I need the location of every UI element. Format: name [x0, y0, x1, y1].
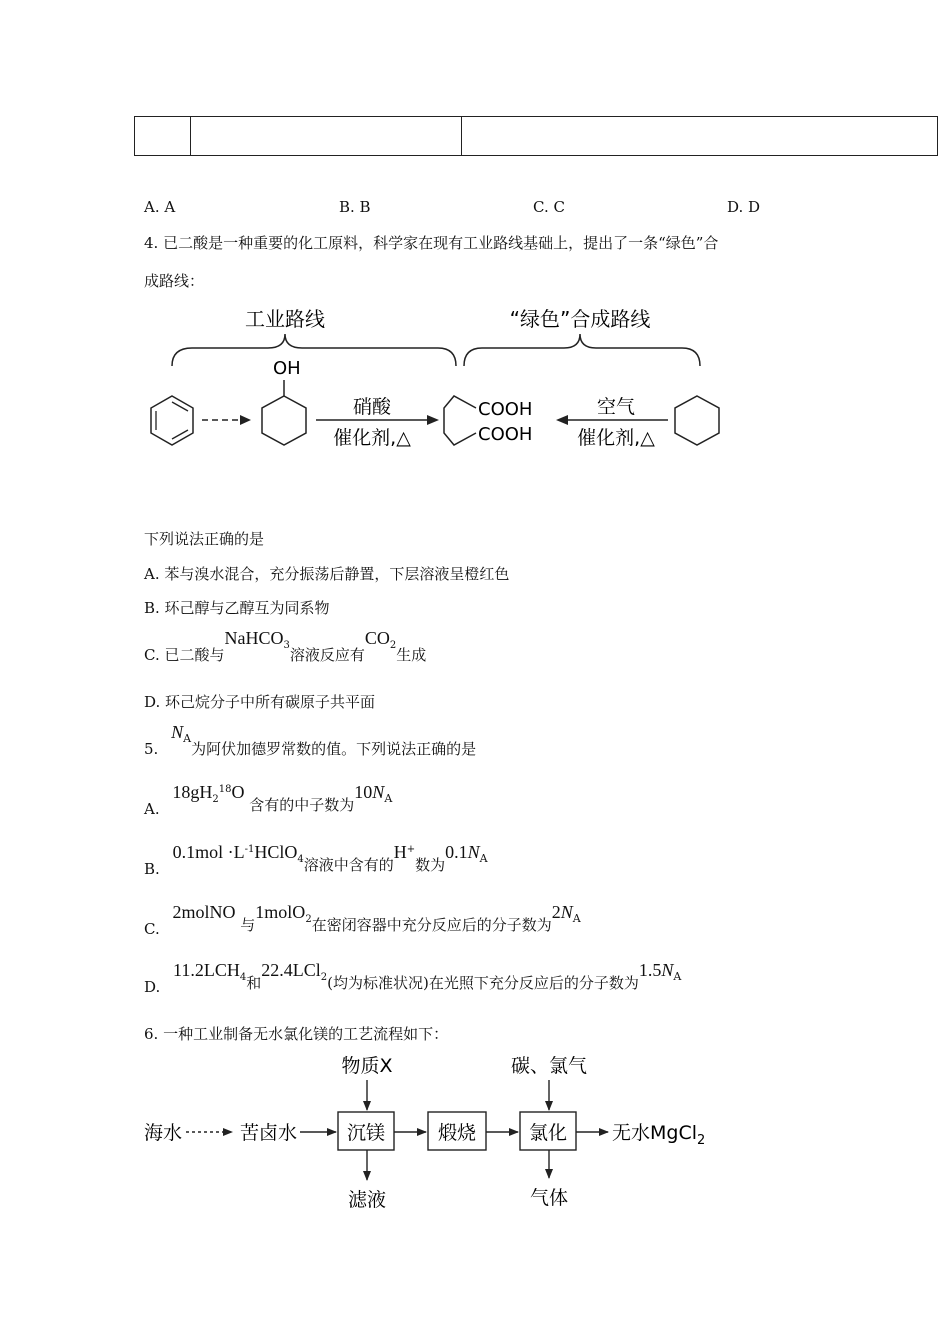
chlorination-label: 氯化	[528, 1122, 568, 1144]
q5-option-c: C. 2molNO 与1molO$_2$在密闭容器中充分反应后的分子数为$2N_A$	[144, 902, 581, 938]
q4-stem-line2: 成路线：	[144, 272, 205, 290]
q5-option-a: A. $18gH_2^{18}O$ 含有的中子数为$10N_A$	[144, 782, 393, 818]
table-cell	[462, 117, 938, 156]
gas-label: 气体	[529, 1187, 569, 1209]
q4-stem-line1: 4. 已二酸是一种重要的化工原料，科学家在现有工业路线基础上，提出了一条“绿色”合	[144, 234, 719, 252]
arrow-head	[427, 415, 439, 425]
benzene-structure	[151, 396, 193, 445]
bittern-label: 苦卤水	[240, 1122, 298, 1144]
q4-option-a: A. 苯与溴水混合，充分振荡后静置，下层溶液呈橙红色	[144, 565, 510, 583]
q3-option-a: A. A	[144, 198, 176, 216]
q6-stem: 6. 一种工业制备无水氯化镁的工艺流程如下：	[144, 1025, 449, 1043]
green-brace	[464, 334, 700, 366]
q3-option-b: B. B	[339, 198, 371, 216]
cooh-group-bottom: COOH	[478, 424, 533, 445]
cyclohexane-structure	[675, 396, 719, 445]
catalyst-heat-label-1: 催化剂,△	[333, 427, 411, 449]
calcination-label: 煅烧	[437, 1122, 477, 1144]
industrial-route-label: 工业路线	[245, 307, 325, 331]
green-route-label: “绿色”合成路线	[509, 307, 651, 331]
anhydrous-mgcl2-label: 无水MgCl$_2$	[612, 1122, 706, 1148]
cyclohexanol-structure	[262, 380, 306, 445]
arrow-head	[240, 415, 251, 425]
q4-question: 下列说法正确的是	[144, 530, 265, 548]
q4-option-c: C. 已二酸与NaHCO$_3$溶液反应有$CO_2$生成	[144, 628, 427, 664]
industrial-brace	[172, 334, 456, 366]
reagent-nitric-acid: 硝酸	[352, 396, 392, 418]
q4-option-d: D. 环己烷分子中所有碳原子共平面	[144, 693, 376, 711]
oh-group-label: OH	[273, 358, 301, 379]
q5-option-b: B. $0.1mol \cdot L^{-1}HClO_4$溶液中含有的H+数为$0.1N_A$	[144, 842, 488, 878]
filtrate-label: 滤液	[347, 1189, 387, 1211]
reagent-air: 空气	[596, 396, 636, 418]
arrow-head	[556, 415, 568, 425]
catalyst-heat-label-2: 催化剂,△	[577, 427, 655, 449]
precipitation-label: 沉镁	[346, 1122, 386, 1144]
answer-table-fragment	[134, 116, 938, 156]
table-cell	[191, 117, 462, 156]
process-flow-diagram	[140, 1048, 740, 1218]
synthesis-route-diagram	[140, 298, 730, 458]
q4-option-b: B. 环己醇与乙醇互为同系物	[144, 599, 330, 617]
adipic-acid-structure	[444, 396, 476, 445]
q5-option-d: D. $11.2LCH_4$和22.4LCl$_2$(均为标准状况)在光照下充分反应后的分子数为$1.5N_A$	[144, 960, 682, 996]
cooh-group-top: COOH	[478, 399, 533, 420]
substance-x-label: 物质X	[341, 1055, 393, 1077]
q5-stem: 5. $N_A$为阿伏加德罗常数的值。下列说法正确的是	[144, 722, 477, 758]
q3-option-c: C. C	[533, 198, 565, 216]
carbon-chlorine-label: 碳、氯气	[510, 1055, 588, 1077]
seawater-label: 海水	[144, 1122, 183, 1144]
table-cell	[135, 117, 191, 156]
q3-option-d: D. D	[727, 198, 761, 216]
